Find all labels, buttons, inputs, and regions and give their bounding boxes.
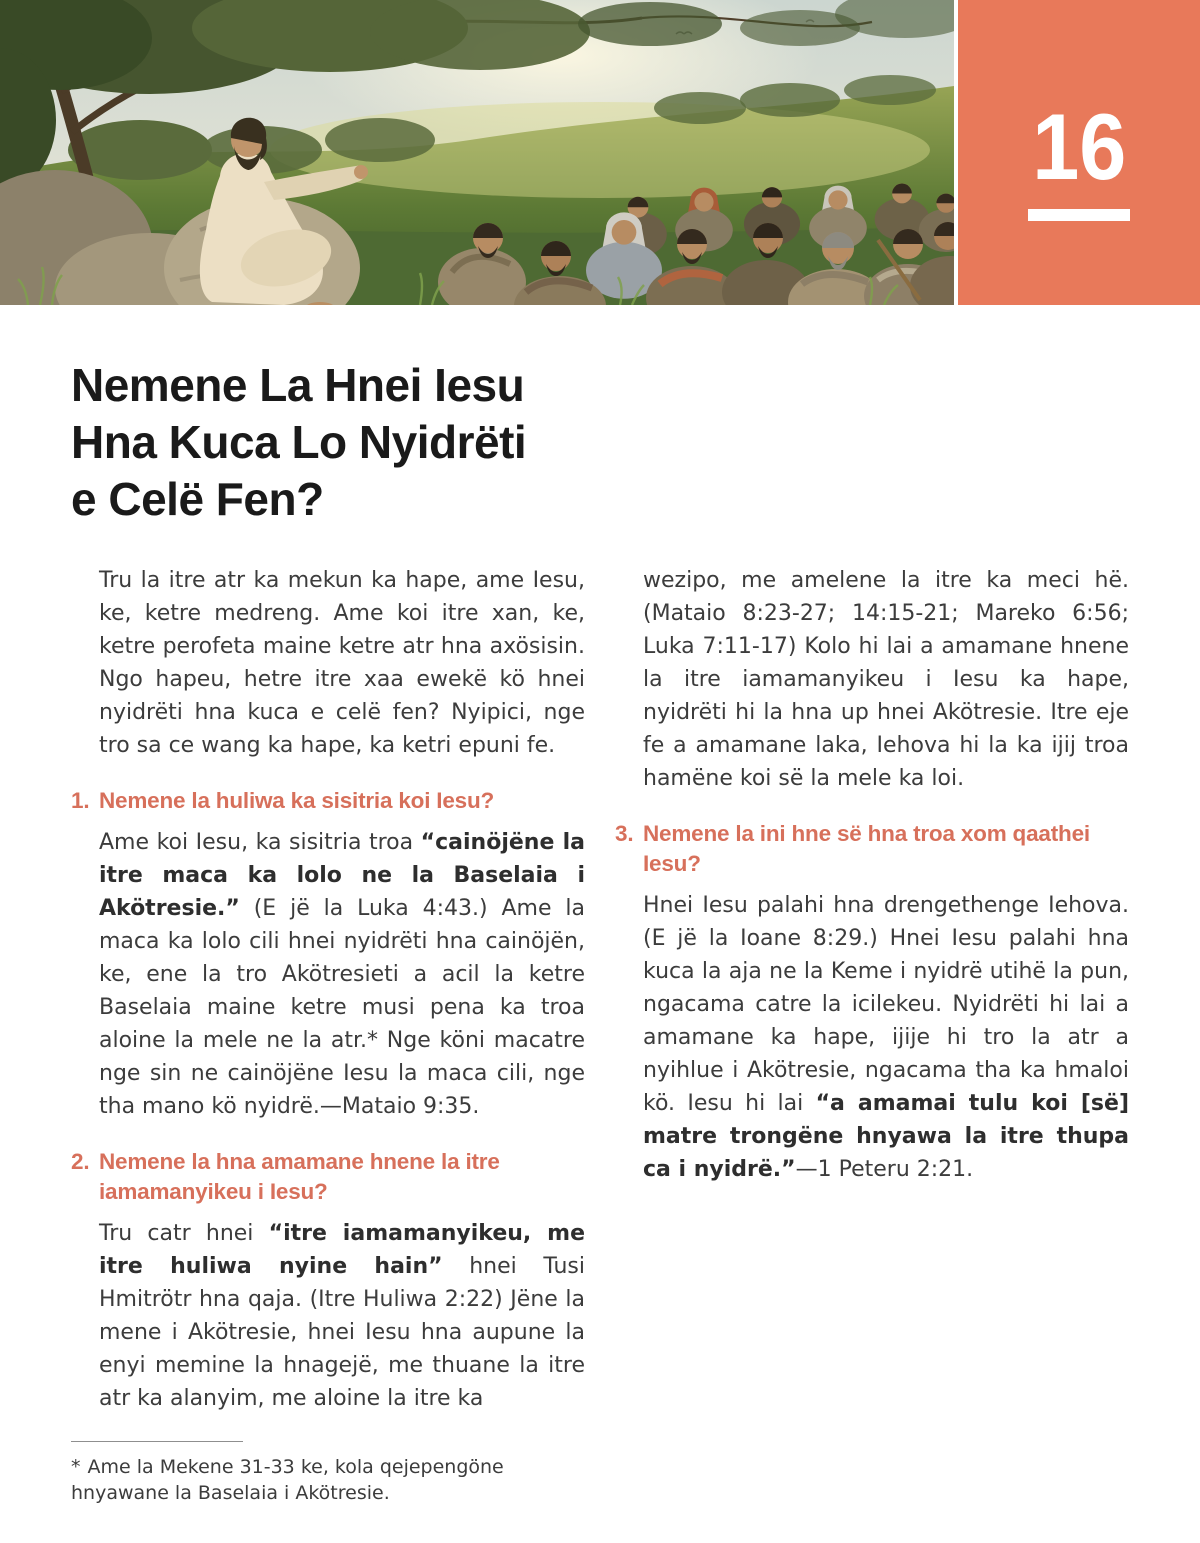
header	[0, 0, 1200, 305]
question-3-heading	[615, 819, 1129, 879]
footnote-body: Ame la Mekene 31-33 ke, kola qejepengöne hnyawane la Baselaia i Akötresie.	[71, 1456, 504, 1504]
right-column	[615, 564, 1129, 1506]
footnote-text	[71, 1454, 585, 1506]
content	[0, 357, 1200, 1506]
question-1-heading	[71, 786, 585, 816]
question-1-paragraph: Ame koi Iesu, ka sisitria troa “cainöjëne la itre maca ka lolo ne la Baselaia i Akötresie.” (E jë la Luka 4:43.) Ame la maca ka lolo cili hnei nyidrëti hna cainöjën, ke, ene la tro Akötresieti a acil la ketre Baselaia maine ketre musi pena ka troa aloine la mele ne la atr.* Nge köni macatre nge sin ne cainöjëne Iesu la maca cili, nge tha mano kö nyidrë.—Mataio 9:35.	[99, 830, 585, 1119]
intro-paragraph: Tru la itre atr ka mekun ka hape, ame Iesu, ke, ketre medreng. Ame koi itre xan, ke, ketre perofeta maine ketre atr hna axösisin. Ngo hapeu, hetre itre xaa ewekë kö hnei nyidrëti hna kuca e celë fen? Nyipici, nge tro sa ce wang ka hape, ka ketri epuni fe.	[99, 568, 585, 758]
question-2-heading	[71, 1147, 585, 1207]
question-1	[71, 786, 585, 1123]
chapter-number-underline	[1028, 209, 1130, 221]
question-2-paragraph: Tru catr hnei “itre iamamanyikeu, me itre huliwa nyine hain” hnei Tusi Hmitrötr hna qaja. (Itre Huliwa 2:22) Jëne la mene i Akötresie, hnei Iesu hna aupune la enyi memine la hnagejë, me thuane la itre atr ka alanyim, me aloine la itre ka	[99, 1221, 585, 1411]
left-column	[71, 564, 585, 1506]
two-column-layout	[71, 564, 1129, 1506]
question-3-number: 3.	[615, 821, 634, 846]
footnote	[71, 1441, 585, 1506]
chapter-number: 16	[1031, 94, 1127, 199]
page-title-line-2: Hna Kuca Lo Nyidrëti	[71, 416, 527, 468]
question-2	[71, 1147, 585, 1415]
question-1-title: Nemene la huliwa ka sisitria koi Iesu?	[99, 788, 495, 813]
page-title	[71, 357, 1129, 528]
question-3	[615, 819, 1129, 1186]
page-title-line-1: Nemene La Hnei Iesu	[71, 359, 525, 411]
header-photo	[0, 0, 954, 305]
question-2-paragraph-continued: wezipo, me amelene la itre ka meci hë. (Mataio 8:23-27; 14:15-21; Mareko 6:56; Luka 7:11-17) Kolo hi lai a amamane hnene la itre iamamanyikeu i Iesu ka hape, nyidrëti hi la hna up hnei Akötresie. Itre eje fe a amamane laka, Iehova hi la ka ijij troa hamëne koi së la mele ka loi.	[643, 568, 1129, 791]
footnote-marker: *	[71, 1456, 81, 1478]
question-3-title: Nemene la ini hne së hna troa xom qaathei Iesu?	[643, 821, 1090, 876]
footnote-rule	[71, 1441, 243, 1442]
page-title-line-3: e Celë Fen?	[71, 473, 324, 525]
header-photo-illustration	[0, 0, 954, 305]
chapter-number-block	[958, 0, 1200, 305]
question-2-number: 2.	[71, 1149, 90, 1174]
question-2-title: Nemene la hna amamane hnene la itre iamamanyikeu i Iesu?	[99, 1149, 500, 1204]
question-3-paragraph: Hnei Iesu palahi hna drengethenge Iehova. (E jë la Ioane 8:29.) Hnei Iesu palahi hna kuca la aja ne la Keme i nyidrë utihë la pun, ngacama catre la icilekeu. Nyidrëti hi lai a amamane ka hape, ijije hi tro la atr a nyihlue i Akötresie, ngacama tha ka hmaloi kö. Iesu hi lai “a amamai tulu koi [së] matre trongëne hnyawa la itre thupa ca i nyidrë.”—1 Peteru 2:21.	[643, 893, 1129, 1182]
question-1-number: 1.	[71, 788, 90, 813]
